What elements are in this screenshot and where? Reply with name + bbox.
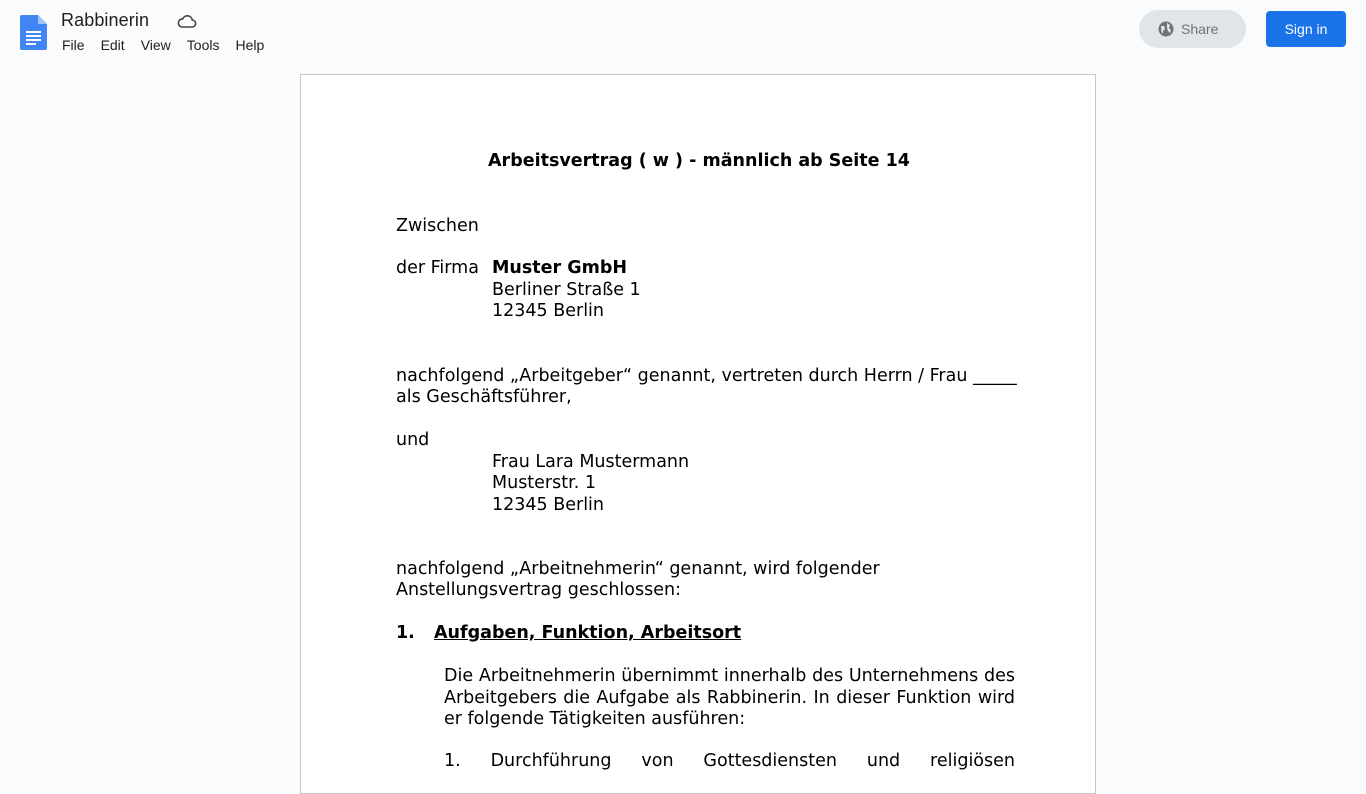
paragraph-line: Die Arbeitnehmerin übernimmt innerhalb des Unternehmens des: [444, 666, 1015, 686]
employee-name: Frau Lara Mustermann: [492, 452, 690, 472]
paragraph-line: er folgende Tätigkeiten ausführen:: [444, 709, 746, 730]
section-1-title: Aufgaben, Funktion, Arbeitsort: [434, 623, 742, 643]
and-text: und: [396, 430, 430, 450]
employee-city: 12345 Berlin: [492, 495, 605, 515]
document-page[interactable]: [300, 74, 1096, 794]
employee-street: Musterstr. 1: [492, 473, 596, 493]
between-text: Zwischen: [396, 216, 479, 236]
menu-view[interactable]: View: [140, 37, 171, 53]
employee-line-1: nachfolgend „Arbeitnehmerin“ genannt, wird folgender: [396, 559, 880, 579]
firm-label: der Firma: [396, 258, 479, 278]
menu-help[interactable]: Help: [235, 37, 265, 53]
employer-line-2: als Geschäftsführer,: [396, 387, 572, 407]
cloud-icon[interactable]: [177, 14, 197, 30]
globe-icon: [1158, 21, 1174, 37]
section-1-paragraph: [444, 666, 1015, 731]
menu-file[interactable]: File: [62, 37, 85, 53]
list-item-text: 1. Durchführung von Gottesdiensten und religiösen: [444, 751, 1015, 771]
firm-name: Muster GmbH: [492, 258, 628, 278]
menu-bar: [62, 37, 280, 53]
menu-edit[interactable]: Edit: [100, 37, 125, 53]
document-title[interactable]: Rabbinerin: [61, 10, 150, 30]
paragraph-line: Arbeitgebers die Aufgabe als Rabbinerin. In dieser Funktion wird: [444, 687, 1015, 708]
list-item: [444, 751, 1015, 773]
app-header: [0, 0, 1366, 62]
sign-in-button[interactable]: Sign in: [1266, 11, 1346, 47]
firm-street: Berliner Straße 1: [492, 280, 641, 300]
docs-logo-icon[interactable]: [20, 15, 47, 50]
menu-tools[interactable]: Tools: [186, 37, 220, 53]
section-1-number: 1.: [396, 623, 415, 643]
employee-line-2: Anstellungsvertrag geschlossen:: [396, 580, 681, 600]
document-heading: Arbeitsvertrag ( w ) - männlich ab Seite 14: [488, 151, 910, 171]
share-button[interactable]: [1139, 10, 1246, 48]
firm-city: 12345 Berlin: [492, 301, 605, 321]
employer-line-1: nachfolgend „Arbeitgeber“ genannt, vertreten durch Herrn / Frau _____: [396, 366, 1017, 386]
share-label: Share: [1181, 21, 1219, 37]
